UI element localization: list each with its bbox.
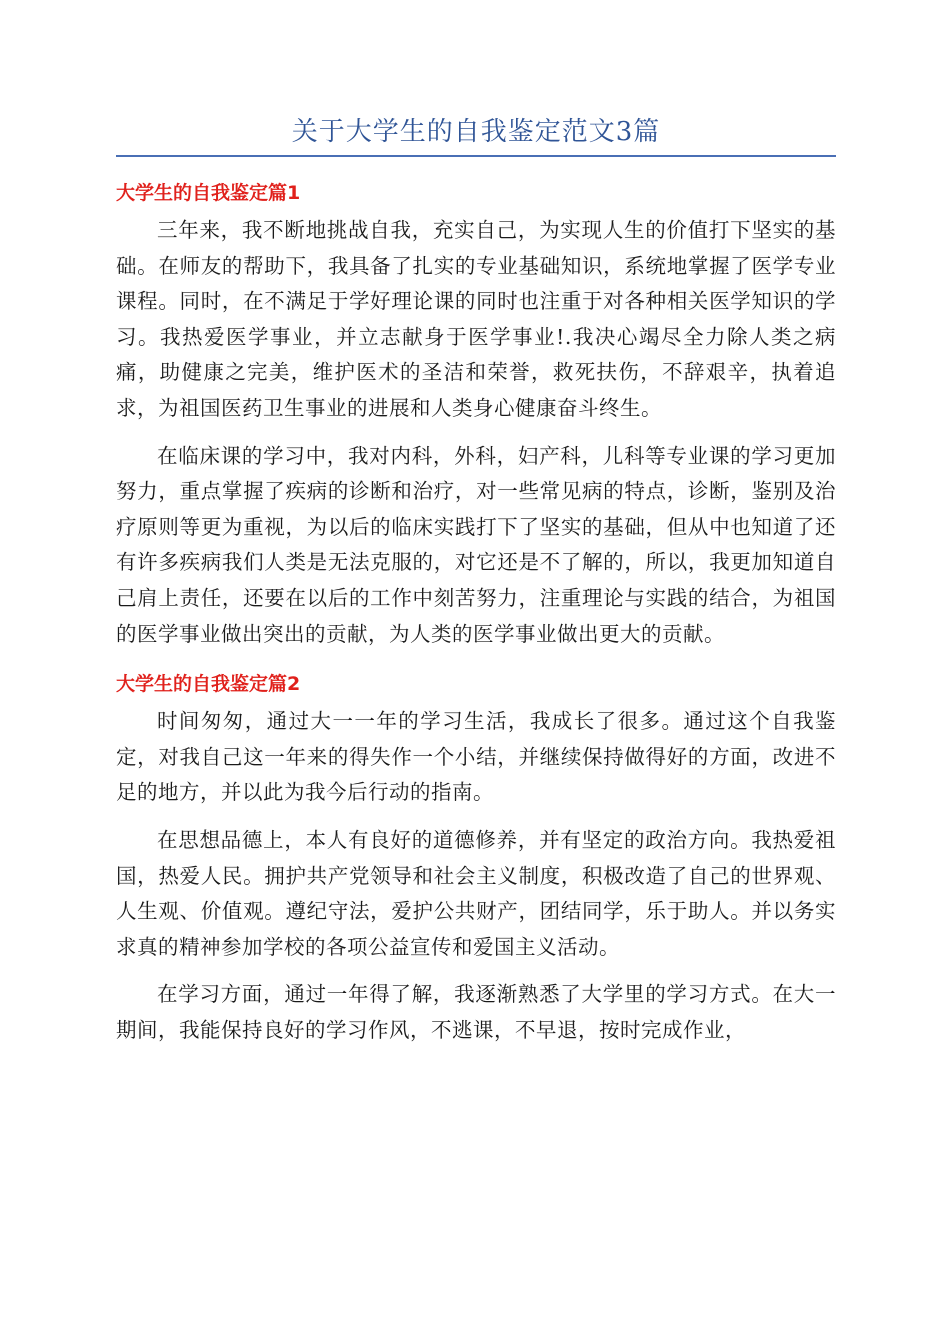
document-title: 关于大学生的自我鉴定范文3篇 — [291, 117, 661, 147]
section-heading: 大学生的自我鉴定篇1 — [116, 182, 301, 204]
title-divider — [116, 155, 836, 157]
document-page — [116, 112, 836, 1060]
section-1 — [116, 179, 836, 652]
section-heading: 大学生的自我鉴定篇2 — [116, 673, 301, 696]
paragraph: 三年来，我不断地挑战自我，充实自己，为实现人生的价值打下坚实的基础。在师友的帮助下，我具备了扎实的专业基础知识，系统地掌握了医学专业课程。同时，在不满足于学好理论课的同时也注重于对各种相关医学知识的学习。我热爱医学事业，并立志献身于医学事业!.我决心竭尽全力除人类之病痛，助健康之完美，维护医术的圣洁和荣誉，救死扶伤，不辞艰辛，执着追求，为祖国医药卫生事业的进展和人类身心健康奋斗终生。 — [116, 218, 836, 420]
paragraph: 在思想品德上，本人有良好的道德修养，并有坚定的政治方向。我热爱祖国，热爱人民。拥护共产党领导和社会主义制度，积极改造了自己的世界观、人生观、价值观。遵纪守法，爱护公共财产，团结同学，乐于助人。并以务实求真的精神参加学校的各项公益宣传和爱国主义活动。 — [116, 827, 836, 959]
paragraph: 时间匆匆，通过大一一年的学习生活，我成长了很多。通过这个自我鉴定，对我自己这一年来的得失作一个小结，并继续保持做得好的方面，改进不足的地方，并以此为我今后行动的指南。 — [116, 709, 836, 805]
paragraph: 在学习方面，通过一年得了解，我逐渐熟悉了大学里的学习方式。在大一期间，我能保持良好的学习作风，不逃课，不早退，按时完成作业， — [116, 982, 836, 1042]
paragraph: 在临床课的学习中，我对内科，外科，妇产科，儿科等专业课的学习更加努力，重点掌握了疾病的诊断和治疗，对一些常见病的特点，诊断，鉴别及治疗原则等更为重视，为以后的临床实践打下了坚实的基础，但从中也知道了还有许多疾病我们人类是无法克服的，对它还是不了解的，所以，我更加知道自己肩上责任，还要在以后的工作中刻苦努力，注重理论与实践的结合，为祖国的医学事业做出突出的贡献，为人类的医学事业做出更大的贡献。 — [116, 443, 836, 646]
section-2 — [116, 670, 836, 1048]
